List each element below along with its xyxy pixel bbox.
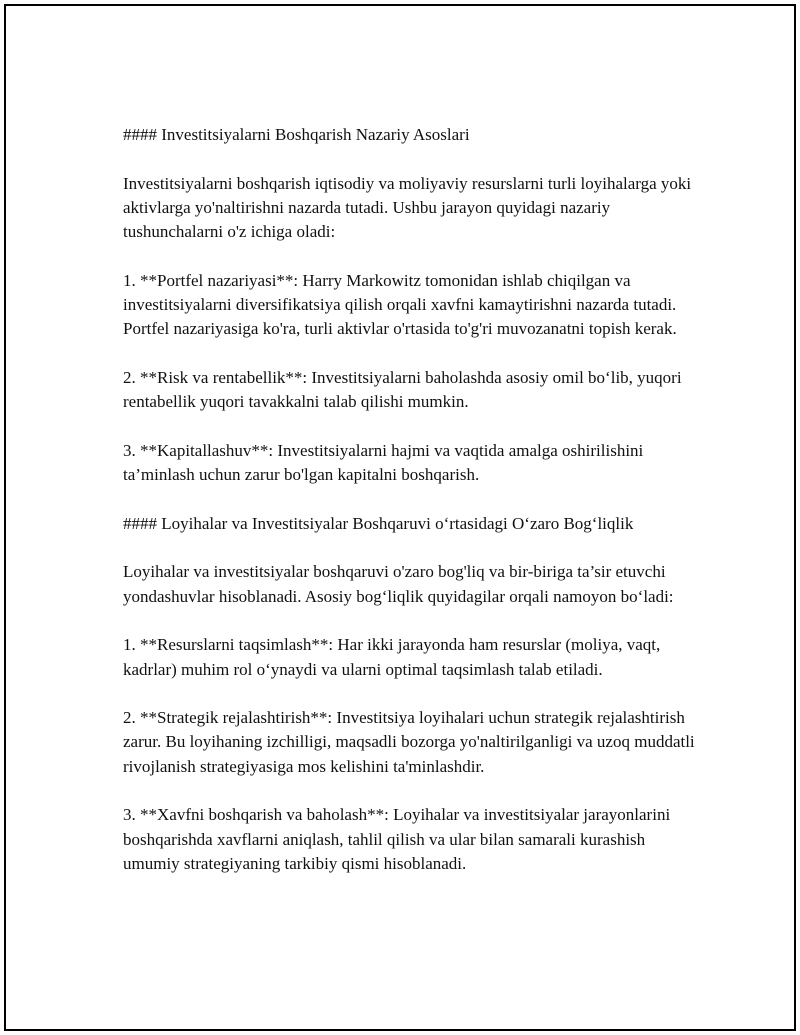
list-item-resource-allocation: 1. **Resurslarni taqsimlash**: Har ikki jarayonda ham resurslar (moliya, vaqt, kadrlar) muhim rol o‘ynaydi va ularni optimal taqsimlash talab etiladi. (123, 635, 661, 679)
document-body (123, 123, 703, 876)
list-item-portfolio-theory: 1. **Portfel nazariyasi**: Harry Markowitz tomonidan ishlab chiqilgan va investitsiyalarni diversifikatsiya qilish orqali xavfni kamaytirishni nazarda tutadi. Portfel nazariyasiga ko'ra, turli aktivlar o'rtasida to'g'ri muvozanatni topish kerak. (123, 270, 677, 339)
section-heading-theory: #### Investitsiyalarni Boshqarish Nazariy Asoslari (123, 125, 470, 144)
list-item-strategic-planning: 2. **Strategik rejalashtirish**: Investitsiya loyihalari uchun strategik rejalashtirish zarur. Bu loyihaning izchilligi, maqsadli bozorga yo'naltirilganligi va uzoq muddatli rivojlanish strategiyasiga mos kelishini ta'minlashdir. (123, 708, 695, 776)
intro-paragraph-theory: Investitsiyalarni boshqarish iqtisodiy va moliyaviy resurslarni turli loyihalarga yoki aktivlarga yo'naltirishni nazarda tutadi. Ushbu jarayon quyidagi nazariy tushunchalarni o'z ichiga oladi: (123, 173, 692, 242)
list-item-risk-return: 2. **Risk va rentabellik**: Investitsiyalarni baholashda asosiy omil bo‘lib, yuqori rentabellik yuqori tavakkalni talab qilishi mumkin. (123, 367, 682, 412)
intro-paragraph-interrelation: Loyihalar va investitsiyalar boshqaruvi o'zaro bog'liq va bir-biriga ta’sir etuvchi yondashuvlar hisoblanadi. Asosiy bog‘liqlik quyidagilar orqali namoyon bo‘ladi: (123, 562, 674, 606)
list-item-capitalization: 3. **Kapitallashuv**: Investitsiyalarni hajmi va vaqtida amalga oshirilishini ta’minlash uchun zarur bo'lgan kapitalni boshqarish. (123, 440, 644, 485)
page-frame (4, 4, 796, 1031)
list-item-risk-management: 3. **Xavfni boshqarish va baholash**: Loyihalar va investitsiyalar jarayonlarini boshqarishda xavflarni aniqlash, tahlil qilish va ular bilan samarali kurashish umumiy strategiyaning tarkibiy qismi hisoblanadi. (123, 805, 671, 873)
section-heading-interrelation: #### Loyihalar va Investitsiyalar Boshqaruvi o‘rtasidagi O‘zaro Bog‘liqlik (123, 513, 634, 533)
